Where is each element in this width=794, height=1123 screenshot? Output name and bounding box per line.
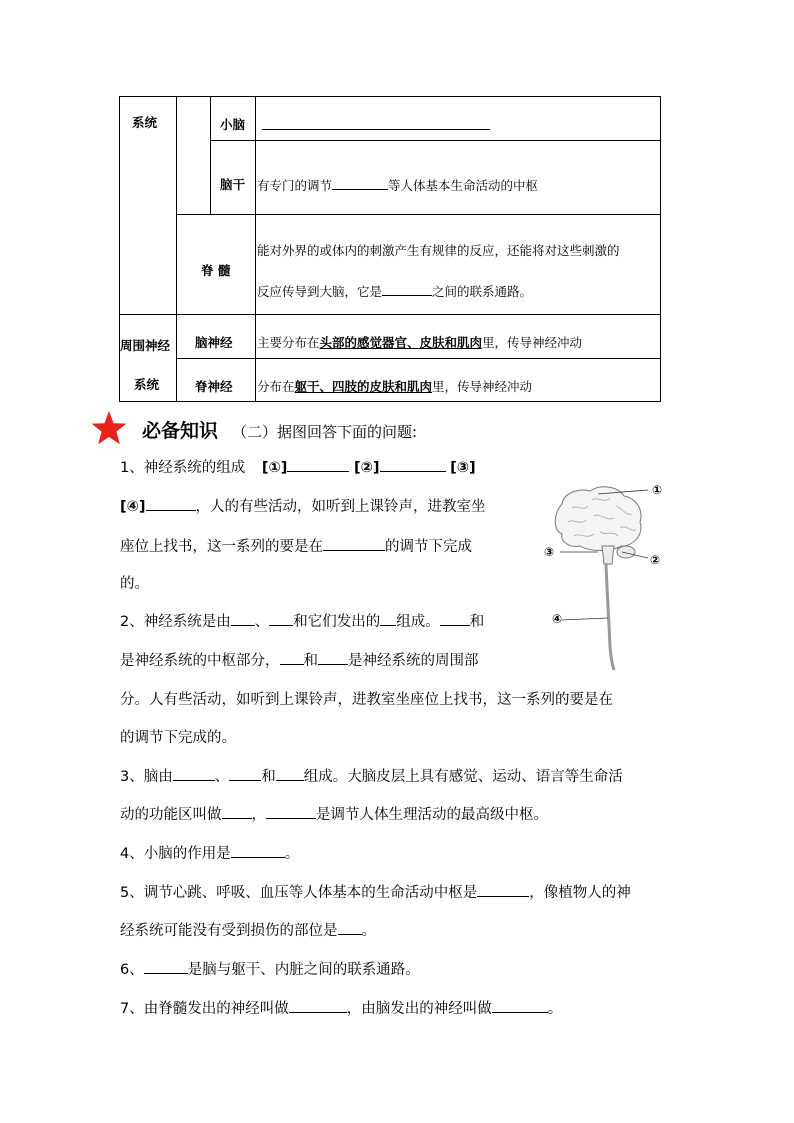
spinal-cord-description-line1: 能对外界的或体内的刺激产生有规律的反应，还能将对这些刺激的 <box>257 243 620 258</box>
brainstem-label: 脑干 <box>220 177 246 192</box>
star-icon <box>90 410 128 446</box>
spinal-nerve-description: 分布在躯干、四肢的皮肤和肌肉里，传导神经冲动 <box>257 379 533 394</box>
figure-label-2: ② <box>650 553 661 567</box>
question-7: 7、由脊髓发出的神经叫做 ，由脑发出的神经叫做 。 <box>120 1001 563 1017</box>
brain-spinal-cord-figure <box>530 472 680 677</box>
spinal-cord-description-line2: 反应传导到大脑，它是 之间的联系通路。 <box>257 284 533 299</box>
cerebellum-label: 小脑 <box>220 117 246 132</box>
spinal-nerve-label: 脊神经 <box>195 379 233 394</box>
question-1-line-4: 的。 <box>120 576 149 592</box>
question-6: 6、 是脑与躯干、内脏之间的联系通路。 <box>120 962 420 978</box>
question-3-line-1: 3、脑由 、 和 组成。大脑皮层上具有感觉、运动、语言等生命活 <box>120 769 623 785</box>
question-2-line-3: 分。人有些活动，如听到上课铃声，进教室坐座位上找书，这一系列的要是在 <box>120 692 613 708</box>
figure-label-4: ④ <box>552 612 563 626</box>
cranial-nerve-description: 主要分布在头部的感觉器官、皮肤和肌肉里，传导神经冲动 <box>257 335 583 350</box>
brain-diagram <box>530 472 680 677</box>
peripheral-system-label-1: 周围神经 <box>120 338 171 353</box>
section-subtitle: （二）据图回答下面的问题: <box>232 423 418 441</box>
question-1-line-1: 1、神经系统的组成 [①] [②] [③] <box>120 460 476 476</box>
spinal-cord-label: 脊 髓 <box>201 263 231 278</box>
peripheral-system-label-2: 系统 <box>134 377 160 392</box>
brainstem-description: 有专门的调节 等人体基本生命活动的中枢 <box>257 178 539 193</box>
system-label: 系统 <box>132 115 158 130</box>
nervous-system-table <box>119 96 661 402</box>
section-heading <box>90 410 590 446</box>
question-1-line-2: [④] ，人的有些活动，如听到上课铃声，进教室坐 <box>120 499 486 515</box>
question-2-line-1: 2、神经系统是由 、 和它们发出的 组成。 和 <box>120 614 485 630</box>
question-4: 4、小脑的作用是 。 <box>120 846 300 862</box>
question-2-line-4: 的调节下完成的。 <box>120 730 236 746</box>
question-5-line-1: 5、调节心跳、呼吸、血压等人体基本的生命活动中枢是 ，像植物人的神 <box>120 885 631 901</box>
question-3-line-2: 动的功能区叫做 ， 是调节人体生理活动的最高级中枢。 <box>120 807 548 823</box>
figure-label-1: ① <box>652 483 663 497</box>
question-1-line-3: 座位上找书，这一系列的要是在 的调节下完成 <box>120 539 472 555</box>
section-title: 必备知识 <box>142 420 219 442</box>
cerebellum-answer-blank <box>262 118 490 133</box>
cranial-nerve-label: 脑神经 <box>195 335 233 350</box>
question-2-line-2: 是神经系统的中枢部分， 和 是神经系统的周围部 <box>120 653 479 669</box>
question-5-line-2: 经系统可能没有受到损伤的部位是 。 <box>120 923 376 939</box>
figure-label-3: ③ <box>544 545 555 559</box>
